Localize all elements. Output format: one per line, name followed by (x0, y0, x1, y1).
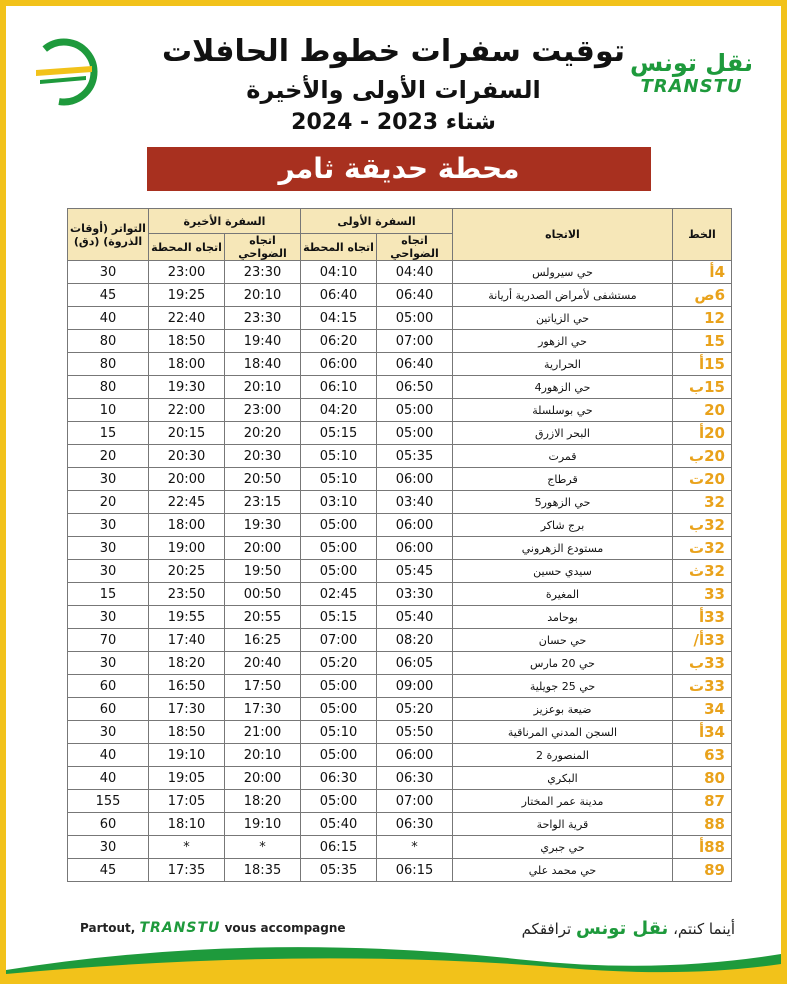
cell-frequency: 40 (68, 767, 149, 790)
cell-first-toward-suburbs: 06:50 (377, 376, 453, 399)
cell-last-toward-suburbs: 00:50 (225, 583, 301, 606)
cell-first-toward-station: 05:00 (301, 514, 377, 537)
cell-first-toward-station: 05:40 (301, 813, 377, 836)
table-row (68, 698, 732, 721)
cell-first-toward-station: 03:10 (301, 491, 377, 514)
cell-line: 80 (673, 767, 732, 790)
cell-first-toward-suburbs: 05:45 (377, 560, 453, 583)
cell-last-toward-station: 20:00 (149, 468, 225, 491)
cell-first-toward-station: 04:10 (301, 261, 377, 284)
cell-line: 32ث (673, 560, 732, 583)
cell-first-toward-suburbs: 05:00 (377, 399, 453, 422)
table-row (68, 537, 732, 560)
cell-last-toward-suburbs: 20:20 (225, 422, 301, 445)
table-row (68, 813, 732, 836)
cell-first-toward-station: 06:30 (301, 767, 377, 790)
cell-last-toward-suburbs: 19:40 (225, 330, 301, 353)
cell-first-toward-station: 07:00 (301, 629, 377, 652)
cell-last-toward-station: 22:00 (149, 399, 225, 422)
cell-direction: قرية الواحة (453, 813, 673, 836)
cell-last-toward-suburbs: 17:30 (225, 698, 301, 721)
cell-direction: حي 20 مارس (453, 652, 673, 675)
footer-ar-suffix: ترافقكم (521, 920, 572, 938)
cell-direction: حي محمد علي (453, 859, 673, 882)
cell-first-toward-suburbs: 06:05 (377, 652, 453, 675)
cell-first-toward-suburbs: 06:00 (377, 514, 453, 537)
cell-frequency: 30 (68, 606, 149, 629)
cell-frequency: 30 (68, 261, 149, 284)
cell-line: 34أ (673, 721, 732, 744)
cell-first-toward-suburbs: 07:00 (377, 330, 453, 353)
cell-first-toward-station: 05:00 (301, 698, 377, 721)
cell-first-toward-station: 05:00 (301, 744, 377, 767)
cell-first-toward-suburbs: 06:40 (377, 353, 453, 376)
cell-first-toward-station: 05:35 (301, 859, 377, 882)
cell-last-toward-station: 17:30 (149, 698, 225, 721)
table-row (68, 445, 732, 468)
cell-first-toward-suburbs: 05:35 (377, 445, 453, 468)
table-row (68, 514, 732, 537)
cell-last-toward-suburbs: 20:10 (225, 376, 301, 399)
cell-line: 32ت (673, 537, 732, 560)
cell-line: 15أ (673, 353, 732, 376)
cell-first-toward-station: 06:20 (301, 330, 377, 353)
cell-direction: البحر الازرق (453, 422, 673, 445)
table-row (68, 675, 732, 698)
cell-line: 15 (673, 330, 732, 353)
logo-arabic: نقل تونس (629, 49, 753, 77)
footer-ar-brand: نقل تونس (576, 918, 669, 939)
cell-frequency: 70 (68, 629, 149, 652)
cell-last-toward-suburbs: 21:00 (225, 721, 301, 744)
cell-frequency: 15 (68, 422, 149, 445)
cell-line: 20ت (673, 468, 732, 491)
cell-direction: قرطاج (453, 468, 673, 491)
cell-direction: الحرارية (453, 353, 673, 376)
cell-first-toward-station: 05:00 (301, 560, 377, 583)
cell-last-toward-station: 19:25 (149, 284, 225, 307)
cell-last-toward-suburbs: 17:50 (225, 675, 301, 698)
cell-last-toward-suburbs: 16:25 (225, 629, 301, 652)
cell-frequency: 80 (68, 330, 149, 353)
cell-last-toward-station: 18:50 (149, 721, 225, 744)
cell-first-toward-suburbs: 06:00 (377, 468, 453, 491)
cell-first-toward-station: 05:10 (301, 445, 377, 468)
cell-direction: بوحامد (453, 606, 673, 629)
cell-frequency: 155 (68, 790, 149, 813)
cell-first-toward-station: 06:15 (301, 836, 377, 859)
table-row (68, 560, 732, 583)
cell-last-toward-suburbs: 19:50 (225, 560, 301, 583)
cell-direction: ضيعة بوعزيز (453, 698, 673, 721)
cell-line: 89 (673, 859, 732, 882)
cell-first-toward-suburbs: 06:15 (377, 859, 453, 882)
cell-last-toward-station: 19:00 (149, 537, 225, 560)
cell-line: 12 (673, 307, 732, 330)
cell-last-toward-station: 20:15 (149, 422, 225, 445)
table-row (68, 606, 732, 629)
table-row (68, 307, 732, 330)
cell-frequency: 60 (68, 675, 149, 698)
header-last-toward-station: اتجاه المحطة (149, 234, 225, 261)
table-row (68, 790, 732, 813)
cell-last-toward-suburbs: 20:55 (225, 606, 301, 629)
cell-last-toward-station: 22:45 (149, 491, 225, 514)
page-subtitle: السفرات الأولى والأخيرة (246, 76, 541, 104)
cell-first-toward-suburbs: 06:30 (377, 813, 453, 836)
cell-last-toward-suburbs: 20:00 (225, 537, 301, 560)
header-last-toward-suburbs: اتجاه الضواحي (225, 234, 301, 261)
table-row (68, 284, 732, 307)
cell-first-toward-station: 06:00 (301, 353, 377, 376)
cell-last-toward-suburbs: 20:10 (225, 284, 301, 307)
logo-latin: TRANSTU (640, 76, 743, 97)
table-row (68, 376, 732, 399)
cell-last-toward-station: 16:50 (149, 675, 225, 698)
cell-direction: حي جبري (453, 836, 673, 859)
cell-line: 4أ (673, 261, 732, 284)
table-row (68, 330, 732, 353)
cell-first-toward-station: 05:00 (301, 790, 377, 813)
cell-line: 63 (673, 744, 732, 767)
cell-first-toward-station: 02:45 (301, 583, 377, 606)
cell-first-toward-suburbs: 04:40 (377, 261, 453, 284)
cell-first-toward-suburbs: 06:30 (377, 767, 453, 790)
table-row (68, 744, 732, 767)
cell-last-toward-suburbs: 23:30 (225, 261, 301, 284)
footer-slogan-fr (80, 920, 346, 936)
table-row (68, 353, 732, 376)
cell-last-toward-station: 18:10 (149, 813, 225, 836)
cell-last-toward-suburbs: 20:00 (225, 767, 301, 790)
cell-first-toward-station: 05:15 (301, 606, 377, 629)
cell-frequency: 80 (68, 353, 149, 376)
cell-frequency: 30 (68, 652, 149, 675)
cell-last-toward-station: 19:10 (149, 744, 225, 767)
footer-fr-brand: TRANSTU (139, 920, 221, 936)
cell-frequency: 30 (68, 560, 149, 583)
cell-first-toward-suburbs: 05:20 (377, 698, 453, 721)
cell-line: 87 (673, 790, 732, 813)
cell-direction: حي بوسلسلة (453, 399, 673, 422)
page-title: توقيت سفرات خطوط الحافلات (161, 34, 626, 69)
cell-first-toward-station: 05:10 (301, 721, 377, 744)
header-first-toward-station: اتجاه المحطة (301, 234, 377, 261)
cell-first-toward-station: 05:10 (301, 468, 377, 491)
season-label: شتاء 2023 - 2024 (291, 110, 496, 135)
cell-frequency: 60 (68, 813, 149, 836)
cell-line: 20ب (673, 445, 732, 468)
station-banner: محطة حديقة ثامر (147, 147, 651, 191)
cell-first-toward-station: 06:40 (301, 284, 377, 307)
table-row (68, 261, 732, 284)
cell-line: 88 (673, 813, 732, 836)
cell-frequency: 30 (68, 514, 149, 537)
cell-last-toward-suburbs: 19:30 (225, 514, 301, 537)
cell-line: 32ب (673, 514, 732, 537)
cell-direction: المنصورة 2 (453, 744, 673, 767)
cell-first-toward-station: 04:20 (301, 399, 377, 422)
cell-direction: سيدي حسين (453, 560, 673, 583)
cell-direction: حي 25 جويلية (453, 675, 673, 698)
header-direction: الاتجاه (453, 209, 673, 261)
header-first-trip: السفرة الأولى (301, 209, 453, 234)
cell-first-toward-suburbs: 05:40 (377, 606, 453, 629)
cell-direction: حي الزهور (453, 330, 673, 353)
cell-first-toward-suburbs: 06:00 (377, 744, 453, 767)
cell-first-toward-station: 05:20 (301, 652, 377, 675)
table-row (68, 422, 732, 445)
cell-line: 34 (673, 698, 732, 721)
footer-slogan-ar (522, 918, 735, 939)
cell-frequency: 45 (68, 859, 149, 882)
cell-direction: حي الزهور4 (453, 376, 673, 399)
cell-last-toward-station: 17:40 (149, 629, 225, 652)
cell-direction: حي حسان (453, 629, 673, 652)
cell-last-toward-station: 20:25 (149, 560, 225, 583)
cell-line: 15ب (673, 376, 732, 399)
cell-first-toward-station: 05:15 (301, 422, 377, 445)
table-row (68, 399, 732, 422)
cell-frequency: 30 (68, 468, 149, 491)
cell-first-toward-suburbs: * (377, 836, 453, 859)
cell-last-toward-suburbs: 20:40 (225, 652, 301, 675)
cell-last-toward-station: 23:50 (149, 583, 225, 606)
header-line: الخط (673, 209, 732, 261)
cell-first-toward-suburbs: 03:40 (377, 491, 453, 514)
cell-direction: برج شاكر (453, 514, 673, 537)
table-row (68, 836, 732, 859)
cell-last-toward-suburbs: 20:30 (225, 445, 301, 468)
header-last-trip: السفرة الأخيرة (149, 209, 301, 234)
header-frequency: التواتر (أوقات الذروة) (دق) (68, 209, 149, 261)
cell-direction: مستشفى لأمراض الصدرية أريانة (453, 284, 673, 307)
table-row (68, 652, 732, 675)
cell-last-toward-station: 18:50 (149, 330, 225, 353)
cell-direction: حي الزهور5 (453, 491, 673, 514)
cell-line: 33 (673, 583, 732, 606)
cell-line: 33ت (673, 675, 732, 698)
cell-direction: مستودع الزهروني (453, 537, 673, 560)
cell-frequency: 10 (68, 399, 149, 422)
cell-last-toward-station: 18:00 (149, 353, 225, 376)
cell-line: 32 (673, 491, 732, 514)
cell-frequency: 20 (68, 445, 149, 468)
cell-first-toward-station: 05:00 (301, 675, 377, 698)
footer-ar-prefix: أينما كنتم، (673, 920, 735, 938)
cell-frequency: 80 (68, 376, 149, 399)
cell-last-toward-suburbs: * (225, 836, 301, 859)
cell-frequency: 30 (68, 537, 149, 560)
cell-first-toward-suburbs: 09:00 (377, 675, 453, 698)
cell-first-toward-station: 04:15 (301, 307, 377, 330)
schedule-body (68, 261, 732, 882)
cell-line: 88أ (673, 836, 732, 859)
cell-direction: حي الزياتين (453, 307, 673, 330)
cell-frequency: 40 (68, 307, 149, 330)
cell-direction: حي سيرولس (453, 261, 673, 284)
cell-last-toward-suburbs: 23:15 (225, 491, 301, 514)
cell-frequency: 45 (68, 284, 149, 307)
decorative-stripes (6, 940, 781, 978)
cell-frequency: 15 (68, 583, 149, 606)
cell-first-toward-suburbs: 07:00 (377, 790, 453, 813)
cell-frequency: 60 (68, 698, 149, 721)
cell-last-toward-suburbs: 18:35 (225, 859, 301, 882)
cell-first-toward-suburbs: 03:30 (377, 583, 453, 606)
cell-direction: مدينة عمر المختار (453, 790, 673, 813)
cell-last-toward-suburbs: 18:40 (225, 353, 301, 376)
table-row (68, 491, 732, 514)
cell-last-toward-suburbs: 23:00 (225, 399, 301, 422)
cell-last-toward-station: 22:40 (149, 307, 225, 330)
cell-direction: السجن المدني المرناقية (453, 721, 673, 744)
table-row (68, 629, 732, 652)
header-first-toward-suburbs: اتجاه الضواحي (377, 234, 453, 261)
cell-last-toward-station: 19:55 (149, 606, 225, 629)
cell-first-toward-station: 05:00 (301, 537, 377, 560)
cell-line: 33ب (673, 652, 732, 675)
cell-frequency: 30 (68, 721, 149, 744)
cell-last-toward-station: 19:05 (149, 767, 225, 790)
cell-first-toward-station: 06:10 (301, 376, 377, 399)
cell-last-toward-station: 17:35 (149, 859, 225, 882)
cell-last-toward-suburbs: 18:20 (225, 790, 301, 813)
cell-first-toward-suburbs: 08:20 (377, 629, 453, 652)
cell-last-toward-station: 19:30 (149, 376, 225, 399)
cell-line: 33أ (673, 606, 732, 629)
cell-first-toward-suburbs: 06:40 (377, 284, 453, 307)
cell-frequency: 30 (68, 836, 149, 859)
cell-line: 6ص (673, 284, 732, 307)
cell-last-toward-suburbs: 20:10 (225, 744, 301, 767)
cell-first-toward-suburbs: 05:50 (377, 721, 453, 744)
schedule-table (67, 208, 732, 882)
table-row (68, 468, 732, 491)
cell-last-toward-station: 20:30 (149, 445, 225, 468)
cell-last-toward-suburbs: 23:30 (225, 307, 301, 330)
cell-first-toward-suburbs: 05:00 (377, 422, 453, 445)
table-row (68, 859, 732, 882)
table-row (68, 721, 732, 744)
cell-last-toward-suburbs: 19:10 (225, 813, 301, 836)
footer-fr-prefix: Partout, (80, 921, 136, 935)
cell-last-toward-station: 18:00 (149, 514, 225, 537)
cell-last-toward-station: 18:20 (149, 652, 225, 675)
cell-last-toward-station: * (149, 836, 225, 859)
cell-direction: البكري (453, 767, 673, 790)
cell-last-toward-station: 23:00 (149, 261, 225, 284)
cell-last-toward-suburbs: 20:50 (225, 468, 301, 491)
table-row (68, 767, 732, 790)
cell-direction: المغيرة (453, 583, 673, 606)
table-row (68, 583, 732, 606)
cell-line: 20أ (673, 422, 732, 445)
cell-line: 33أ/ (673, 629, 732, 652)
cell-first-toward-suburbs: 06:00 (377, 537, 453, 560)
footer-fr-suffix: vous accompagne (224, 921, 346, 935)
cell-frequency: 20 (68, 491, 149, 514)
cell-last-toward-station: 17:05 (149, 790, 225, 813)
cell-line: 20 (673, 399, 732, 422)
cell-frequency: 40 (68, 744, 149, 767)
cell-first-toward-suburbs: 05:00 (377, 307, 453, 330)
cell-direction: قمرت (453, 445, 673, 468)
